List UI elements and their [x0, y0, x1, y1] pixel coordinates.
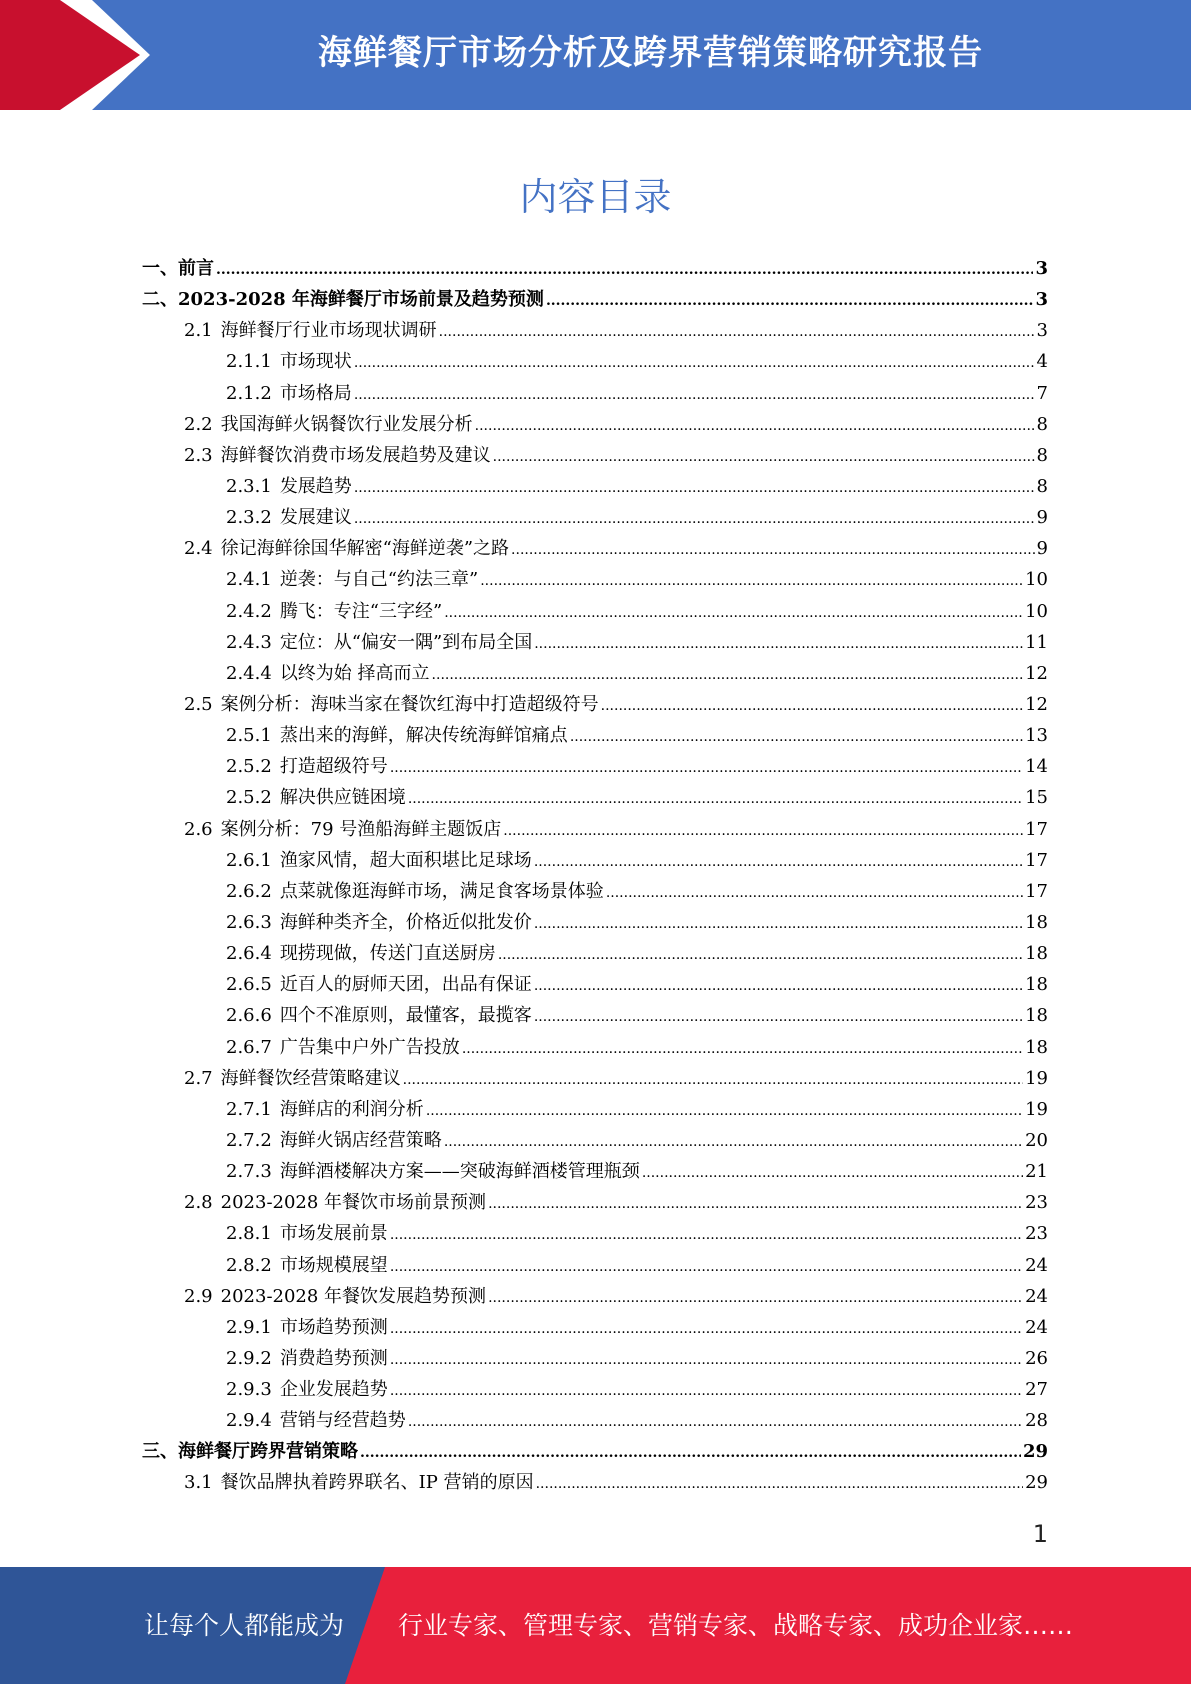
- toc-entry[interactable]: [142, 814, 1048, 845]
- toc-entry[interactable]: [142, 1436, 1048, 1467]
- toc-entry[interactable]: [142, 502, 1048, 533]
- toc-entry-number: 2.9.2: [226, 1347, 272, 1369]
- toc-dot-leader: [570, 720, 1023, 753]
- toc-entry[interactable]: [142, 1374, 1048, 1405]
- toc-entry-title: 案例分析：79 号渔船海鲜主题饭店: [220, 818, 502, 840]
- toc-entry-title: 以终为始 择高而立: [279, 662, 430, 684]
- footer-banner: [0, 1567, 1191, 1684]
- toc-dot-leader: [480, 564, 1023, 597]
- toc-entry-title: 海鲜餐厅行业市场现状调研: [220, 320, 437, 342]
- toc-dot-leader: [408, 1405, 1023, 1438]
- toc-entry[interactable]: [142, 564, 1048, 595]
- toc-entry-page: 24: [1025, 1254, 1048, 1276]
- toc-entry-title: 打造超级符号: [279, 756, 388, 778]
- toc-entry-page: 17: [1025, 849, 1048, 871]
- toc-entry[interactable]: [142, 533, 1048, 564]
- toc-entry-page: 24: [1025, 1285, 1048, 1307]
- toc-entry-page: 24: [1025, 1316, 1048, 1338]
- toc-entry-page: 11: [1025, 631, 1048, 653]
- footer-slogan-left: 让每个人都能成为: [144, 1611, 345, 1640]
- toc-entry-title: 腾飞：专注“三字经”: [279, 600, 443, 622]
- toc-entry-number: 三、: [142, 1441, 178, 1463]
- toc-entry-number: 2.4: [184, 538, 213, 560]
- toc-entry-number: 2.7.1: [226, 1098, 272, 1120]
- toc-entry-number: 2.6: [184, 818, 213, 840]
- toc-entry-page: 18: [1025, 911, 1048, 933]
- toc-entry-page: 19: [1025, 1067, 1048, 1089]
- toc-entry-page: 29: [1022, 1441, 1048, 1463]
- toc-entry-title: 我国海鲜火锅餐饮行业发展分析: [220, 413, 473, 435]
- toc-dot-leader: [390, 751, 1023, 784]
- toc-entry[interactable]: [142, 284, 1048, 315]
- toc-entry-number: 2.3.2: [226, 507, 272, 529]
- toc-entry-title: 2023-2028 年海鲜餐厅市场前景及趋势预测: [178, 289, 544, 311]
- toc-dot-leader: [408, 782, 1023, 815]
- toc-entry-page: 15: [1025, 787, 1048, 809]
- toc-entry-page: 9: [1036, 507, 1048, 529]
- toc-entry[interactable]: [142, 409, 1048, 440]
- toc-dot-leader: [432, 658, 1024, 691]
- toc-entry-title: 发展趋势: [279, 475, 352, 497]
- footer-slogan-right: 行业专家、管理专家、营销专家、战略专家、成功企业家……: [398, 1611, 1074, 1640]
- toc-entry-number: 2.4.2: [226, 600, 272, 622]
- toc-entry[interactable]: [142, 471, 1048, 502]
- toc-entry-page: 17: [1025, 880, 1048, 902]
- toc-entry[interactable]: [142, 782, 1048, 813]
- toc-entry-page: 3: [1036, 320, 1048, 342]
- toc-entry-number: 2.6.1: [226, 849, 272, 871]
- toc-entry[interactable]: [142, 1094, 1048, 1125]
- toc-entry-title: 海鲜种类齐全，价格近似批发价: [279, 911, 532, 933]
- toc-entry[interactable]: [142, 440, 1048, 471]
- toc-entry-number: 3.1: [184, 1472, 213, 1494]
- toc-dot-leader: [216, 253, 1033, 286]
- toc-entry-title: 广告集中户外广告投放: [279, 1036, 460, 1058]
- toc-entry-page: 26: [1025, 1347, 1048, 1369]
- toc-entry-title: 市场现状: [279, 351, 352, 373]
- toc-entry[interactable]: [142, 751, 1048, 782]
- toc-entry[interactable]: [142, 658, 1048, 689]
- toc-entry-number: 2.1.2: [226, 382, 272, 404]
- toc-entry[interactable]: [142, 689, 1048, 720]
- toc-dot-leader: [390, 1312, 1023, 1345]
- toc-entry-page: 3: [1035, 289, 1048, 311]
- toc-entry-number: 2.9.3: [226, 1379, 272, 1401]
- toc-entry[interactable]: [142, 1032, 1048, 1063]
- toc-entry-number: 2.3.1: [226, 475, 272, 497]
- toc-entry[interactable]: [142, 1125, 1048, 1156]
- toc-entry-page: 19: [1025, 1098, 1048, 1120]
- toc-dot-leader: [354, 346, 1035, 379]
- toc-dot-leader: [511, 533, 1035, 566]
- toc-entry-number: 一、: [142, 258, 178, 279]
- toc-dot-leader: [606, 876, 1023, 909]
- toc-entry-number: 2.6.4: [226, 943, 272, 965]
- toc-entry-page: 21: [1025, 1161, 1048, 1183]
- toc-entry-title: 渔家风情，超大面积堪比足球场: [279, 849, 532, 871]
- toc-dot-leader: [534, 1000, 1023, 1033]
- toc-entry[interactable]: [142, 1467, 1048, 1498]
- toc-entry[interactable]: [142, 378, 1048, 409]
- toc-entry-page: 20: [1025, 1129, 1048, 1151]
- toc-entry-page: 28: [1025, 1410, 1048, 1432]
- toc-entry-title: 四个不准原则，最懂客，最揽客: [279, 1005, 532, 1027]
- toc-entry-page: 10: [1025, 600, 1048, 622]
- toc-entry[interactable]: [142, 253, 1048, 284]
- toc-entry-title: 逆袭：与自己“约法三章”: [279, 569, 479, 591]
- toc-entry-title: 解决供应链困境: [279, 787, 406, 809]
- toc-entry-number: 2.1: [184, 320, 213, 342]
- toc-entry-number: 2.4.3: [226, 631, 272, 653]
- toc-entry-number: 2.5.2: [226, 756, 272, 778]
- toc-entry-number: 2.5: [184, 693, 213, 715]
- toc-entry[interactable]: [142, 876, 1048, 907]
- toc-entry-number: 2.4.4: [226, 662, 272, 684]
- toc-entry-page: 23: [1025, 1223, 1048, 1245]
- toc-entry[interactable]: [142, 346, 1048, 377]
- toc-entry-number: 2.9.1: [226, 1316, 272, 1338]
- toc-entry[interactable]: [142, 627, 1048, 658]
- toc-dot-leader: [546, 284, 1034, 317]
- toc-dot-leader: [354, 502, 1035, 535]
- toc-entry-number: 2.7.3: [226, 1161, 272, 1183]
- toc-dot-leader: [503, 814, 1023, 847]
- toc-entry[interactable]: [142, 315, 1048, 346]
- toc-entry-number: 2.6.5: [226, 974, 272, 996]
- toc-entry[interactable]: [142, 720, 1048, 751]
- toc-entry[interactable]: [142, 907, 1048, 938]
- toc-entry-page: 9: [1036, 538, 1048, 560]
- toc-entry-number: 2.8.1: [226, 1223, 272, 1245]
- toc-entry-title: 徐记海鲜徐国华解密“海鲜逆袭”之路: [220, 538, 510, 560]
- toc-entry-number: 2.8.2: [226, 1254, 272, 1276]
- toc-dot-leader: [488, 1281, 1023, 1314]
- toc-entry[interactable]: [142, 1250, 1048, 1281]
- toc-entry-title: 市场格局: [279, 382, 352, 404]
- toc-entry-number: 2.5.2: [226, 787, 272, 809]
- toc-entry[interactable]: [142, 596, 1048, 627]
- toc-entry[interactable]: [142, 938, 1048, 969]
- toc-entry-number: 2.7: [184, 1067, 213, 1089]
- toc-dot-leader: [534, 845, 1023, 878]
- toc-entry-title: 现捞现做，传送门直送厨房: [279, 943, 496, 965]
- toc-dot-leader: [444, 596, 1023, 629]
- toc-entry[interactable]: [142, 1063, 1048, 1094]
- toc-entry-number: 2.3: [184, 444, 213, 466]
- toc-entry-page: 3: [1035, 258, 1048, 279]
- toc-dot-leader: [534, 627, 1023, 660]
- toc-dot-leader: [360, 1436, 1021, 1469]
- toc-entry-page: 13: [1025, 725, 1048, 747]
- toc-dot-leader: [403, 1063, 1023, 1096]
- toc-entry-title: 案例分析：海味当家在餐饮红海中打造超级符号: [220, 693, 599, 715]
- toc-entry-page: 8: [1036, 444, 1048, 466]
- toc-entry[interactable]: [142, 1405, 1048, 1436]
- toc-dot-leader: [354, 471, 1035, 504]
- toc-entry[interactable]: [142, 845, 1048, 876]
- toc-entry-page: 12: [1025, 693, 1048, 715]
- toc-entry-page: 23: [1025, 1192, 1048, 1214]
- toc-entry-title: 市场发展前景: [279, 1223, 388, 1245]
- toc-dot-leader: [444, 1125, 1023, 1158]
- toc-entry-title: 2023-2028 年餐饮市场前景预测: [220, 1192, 487, 1214]
- toc-dot-leader: [390, 1343, 1023, 1376]
- toc-entry-number: 2.7.2: [226, 1129, 272, 1151]
- toc-entry-title: 市场规模展望: [279, 1254, 388, 1276]
- toc-entry-title: 海鲜火锅店经营策略: [279, 1129, 442, 1151]
- toc-dot-leader: [498, 938, 1023, 971]
- toc-entry-number: 2.1.1: [226, 351, 272, 373]
- toc-dot-leader: [475, 409, 1035, 442]
- toc-entry-title: 发展建议: [279, 507, 352, 529]
- page-number: 1: [1032, 1520, 1048, 1548]
- toc-entry-title: 企业发展趋势: [279, 1379, 388, 1401]
- toc-dot-leader: [426, 1094, 1023, 1127]
- toc-entry-title: 市场趋势预测: [279, 1316, 388, 1338]
- toc-entry[interactable]: [142, 1218, 1048, 1249]
- toc-dot-leader: [534, 907, 1023, 940]
- toc-entry[interactable]: [142, 1156, 1048, 1187]
- toc-entry-title: 点菜就像逛海鲜市场，满足食客场景体验: [279, 880, 604, 902]
- report-title: 海鲜餐厅市场分析及跨界营销策略研究报告: [318, 33, 983, 73]
- toc-entry-page: 29: [1025, 1472, 1048, 1494]
- toc-entry[interactable]: [142, 1187, 1048, 1218]
- toc-entry-number: 2.6.6: [226, 1005, 272, 1027]
- toc-dot-leader: [642, 1156, 1023, 1189]
- toc-entry-title: 近百人的厨师天团，出品有保证: [279, 974, 532, 996]
- toc-entry-title: 海鲜餐厅跨界营销策略: [178, 1441, 358, 1463]
- toc-entry-number: 2.6.7: [226, 1036, 272, 1058]
- toc-entry-title: 消费趋势预测: [279, 1347, 388, 1369]
- toc-entry-number: 2.5.1: [226, 725, 272, 747]
- toc-entry-page: 12: [1025, 662, 1048, 684]
- toc-entry-title: 2023-2028 年餐饮发展趋势预测: [220, 1285, 487, 1307]
- toc-entry[interactable]: [142, 1281, 1048, 1312]
- toc-dot-leader: [354, 378, 1035, 411]
- toc-heading: 内容目录: [519, 175, 672, 219]
- toc-entry-title: 定位：从“偏安一隅”到布局全国: [279, 631, 533, 653]
- toc-entry-title: 餐饮品牌执着跨界联名、IP 营销的原因: [220, 1472, 534, 1494]
- toc-entry-title: 海鲜餐饮经营策略建议: [220, 1067, 401, 1089]
- toc-entry-number: 2.9.4: [226, 1410, 272, 1432]
- toc-entry-page: 18: [1025, 974, 1048, 996]
- toc-entry-title: 营销与经营趋势: [279, 1410, 406, 1432]
- toc-entry-page: 17: [1025, 818, 1048, 840]
- toc-dot-leader: [390, 1250, 1023, 1283]
- toc-entry-page: 18: [1025, 1005, 1048, 1027]
- toc-dot-leader: [493, 440, 1035, 473]
- toc-entry-page: 8: [1036, 413, 1048, 435]
- toc-dot-leader: [488, 1187, 1023, 1220]
- toc-entry-title: 海鲜酒楼解决方案——突破海鲜酒楼管理瓶颈: [279, 1161, 640, 1183]
- toc-entry-page: 18: [1025, 943, 1048, 965]
- toc-entry-title: 海鲜餐饮消费市场发展趋势及建议: [220, 444, 491, 466]
- toc-entry-number: 2.4.1: [226, 569, 272, 591]
- toc-entry-page: 8: [1036, 475, 1048, 497]
- toc-entry-title: 前言: [178, 258, 214, 279]
- toc-dot-leader: [534, 969, 1023, 1002]
- toc-entry[interactable]: [142, 1343, 1048, 1374]
- toc-entry-page: 27: [1025, 1379, 1048, 1401]
- toc-entry[interactable]: [142, 1312, 1048, 1343]
- toc-entry-title: 海鲜店的利润分析: [279, 1098, 424, 1120]
- toc-entry-page: 14: [1025, 756, 1048, 778]
- toc-entry-page: 4: [1036, 351, 1048, 373]
- toc-entry-number: 2.9: [184, 1285, 213, 1307]
- toc-dot-leader: [462, 1032, 1023, 1065]
- toc-entry-page: 18: [1025, 1036, 1048, 1058]
- toc-entry-number: 2.6.2: [226, 880, 272, 902]
- toc-dot-leader: [536, 1467, 1024, 1500]
- toc-entry-number: 2.6.3: [226, 911, 272, 933]
- toc-entry[interactable]: [142, 969, 1048, 1000]
- toc-dot-leader: [601, 689, 1023, 722]
- header-banner: [0, 0, 1191, 110]
- toc-dot-leader: [439, 315, 1035, 348]
- toc-dot-leader: [390, 1218, 1023, 1251]
- toc-entry-page: 10: [1025, 569, 1048, 591]
- toc-list: [142, 253, 1048, 1499]
- toc-dot-leader: [390, 1374, 1023, 1407]
- toc-entry-number: 2.2: [184, 413, 213, 435]
- toc-entry[interactable]: [142, 1000, 1048, 1031]
- toc-entry-title: 蒸出来的海鲜，解决传统海鲜馆痛点: [279, 725, 568, 747]
- toc-entry-page: 7: [1036, 382, 1048, 404]
- toc-entry-number: 二、: [142, 289, 178, 311]
- toc-entry-number: 2.8: [184, 1192, 213, 1214]
